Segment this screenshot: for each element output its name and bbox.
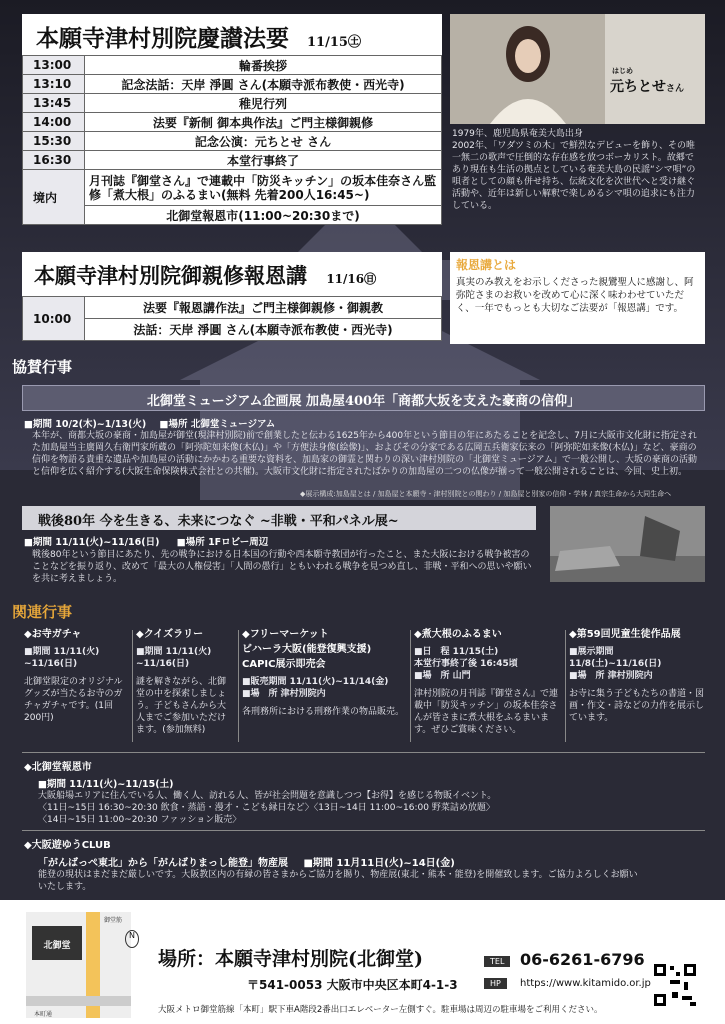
houyou-schedule: [22, 55, 442, 225]
market-head: ◆北御堂報恩市: [24, 762, 92, 773]
kanren-item: [24, 625, 128, 747]
kanren-item-meta: ■日 程 11/15(土) 本堂行事終了後 16:45頃 ■場 所 山門: [414, 647, 518, 681]
houonkou-time: 10:00: [23, 297, 85, 341]
kanren-item: [569, 625, 705, 747]
artist-suffix: さん: [666, 84, 685, 94]
exhibit1-period-label: ■期間: [24, 419, 52, 430]
houyou-title-box: [22, 14, 442, 56]
kanren-item-body: 津村別院の月刊誌『御堂さん』で連載中「防災キッチン」の坂本佳奈さんが皆さまに煮大根をふるまいます。ぜひご賞味ください。: [414, 689, 559, 735]
schedule-text: 月刊誌『御堂さん』で連載中「防災キッチン」の坂本佳奈さん監修「煮大根」のふるまい(無料 先着200人16:45~): [85, 170, 442, 206]
map-label-kitamido: 北御堂: [43, 941, 71, 951]
exhibit2-period: 11/11(火)~11/16(日): [55, 537, 160, 548]
col-divider: [132, 630, 133, 742]
kanren-item-meta: ■期間 11/11(火) ~11/16(日): [136, 647, 212, 669]
footer-url[interactable]: https://www.kitamido.or.jp: [520, 978, 651, 989]
club-period: ■期間 11月11日(火)~14日(金): [303, 858, 455, 869]
kanren-item-meta: ■販売期間 11/11(火)~11/14(金) ■場 所 津村別院内: [242, 677, 389, 699]
kanren-item-head: ◆フリーマーケット ビハーラ大阪(能登復興支援) CAPIC展示即売会: [242, 629, 372, 670]
hp-label: HP: [484, 978, 507, 989]
exhibit1-meta: [24, 416, 275, 430]
exhibit1-place-label: ■場所: [159, 419, 188, 430]
kanren-item-meta: ■期間 11/11(火) ~11/16(日): [24, 647, 100, 669]
market-line2: 〈11日~15日 16:30~20:30 飲食・蒸語・漫才・こども縁日など〉〈13日~14日 11:00~16:00 野菜詰め放題〉: [38, 803, 495, 813]
kanren-item: [414, 625, 562, 747]
exhibit2-period-label: ■期間: [24, 537, 52, 548]
exhibit2-place-label: ■場所: [176, 537, 205, 548]
houonkou-title: 本願寺津村別院御親修報恩講: [34, 263, 307, 288]
houonkou-line1: 法要『報恩講作法』ご門主様御親修・御親教: [85, 297, 442, 319]
exhibit2-meta: [24, 534, 268, 548]
kanren-heading: 関連行事: [12, 603, 73, 621]
kanren-item: [242, 625, 406, 747]
kanren-item: [136, 625, 234, 747]
schedule-time: 13:10: [23, 75, 85, 94]
market-section: [24, 758, 704, 826]
exhibit1-period: 10/2(木)~1/13(火): [55, 419, 147, 430]
exhibit1-place: 北御堂ミュージアム: [190, 419, 276, 430]
footer-place: 場所：本願寺津村別院(北御堂): [158, 948, 423, 970]
schedule-text: 輪番挨拶: [85, 56, 442, 75]
artist-ruby: はじめ: [612, 66, 633, 75]
access-map: [26, 912, 131, 1018]
market-period: ■期間 11/11(火)~11/15(土): [38, 779, 174, 790]
artist-name: 元ちとせ: [610, 79, 666, 95]
war-ruins-photo: [550, 506, 705, 582]
artist-bio: 1979年、鹿児島県奄美大島出身 2002年、「ワダツミの木」で鮮烈なデビューを飾り、その唯一無二の歌声で圧倒的な存在感を放つボーカリスト。故郷であり現在も生活の拠点としている奄美大島の民謡“シマ唄”の唄者としての顔も併せ持ち、伝統文化を次世代へと受け継ぐ活動や、近年は新しい解釈で楽しめるシマ唄の追求にも注力している。: [452, 129, 696, 211]
col-divider: [238, 630, 239, 742]
houonkou-desc-body: 真実のみ教えをお示しくださった親鸞聖人に感謝し、阿弥陀さまのお救いを改めて心に深く味わわせていただく、一年でもっとも大切なご法要が「報恩講」です。: [456, 277, 694, 314]
footer-tel: 06-6261-6796: [520, 950, 645, 969]
schedule-time: 14:00: [23, 113, 85, 132]
footer-access: 大阪メトロ御堂筋線「本町」駅下車A階段2番出口エレベーター左側すぐ。駐車場は周辺の駐車場をご利用ください。: [158, 1005, 603, 1015]
schedule-time: 15:30: [23, 132, 85, 151]
col-divider: [565, 630, 566, 742]
map-label-honmachi: 本町通: [34, 1011, 53, 1018]
exhibit2-body: 戦後80年という節目にあたり、先の戦争における日本国の行動や西本願寺教団が行ったこと、また大阪における戦争被害のことなどを振り返り、改めて「最大の人権侵害」「人間の愚行」ともいわれる戦争を見つめ直し、非戦・平和への思いや願いを共に考えましょう。: [32, 550, 532, 584]
houonkou-date: 11/16㊐: [326, 272, 377, 286]
schedule-time: 13:00: [23, 56, 85, 75]
houonkou-desc-head: 報恩講とは: [456, 258, 517, 272]
schedule-text: 本堂行事終了: [85, 151, 442, 170]
kanren-item-body: 北御堂限定のオリジナルグッズが当たるお寺のガチャガチャです。(1回200円): [24, 677, 123, 723]
kanren-item-body: 謎を解きながら、北御堂の中を探索しましょう。子どもさんから大人までご参加いただけます。(参加無料): [136, 677, 227, 735]
houonkou-schedule: [22, 296, 442, 341]
schedule-text: 記念法話：天岸 淨圓 さん(本願寺派布教使・西光寺): [85, 75, 442, 94]
kanren-item-head: ◆第59回児童生徒作品展: [569, 629, 681, 640]
exhibit2-place: 1Fロビー周辺: [208, 537, 269, 548]
schedule-text: 法要『新制 御本典作法』ご門主様御親修: [85, 113, 442, 132]
market-line3: 〈14日~15日 11:00~20:30 ファッション販売〉: [38, 815, 242, 825]
north-icon: N: [125, 930, 139, 948]
houyou-date: 11/15㊏: [307, 35, 361, 50]
schedule-time: 境内: [23, 170, 85, 225]
kanren-item-head: ◆お寺ガチャ: [24, 629, 82, 640]
club-body: 能登の現状はまだまだ厳しいです。大阪教区内の有縁の皆さまからご協力を賜り、物産展(東北・熊本・能登)を開催致します。ご協力よろしくお願いいたします。: [38, 870, 638, 892]
houyou-title: 本願寺津村別院慶讃法要: [36, 25, 289, 52]
exhibit1-note: ◆展示構成:加島屋とは / 加島屋と本願寺・津村別院との関わり / 加島屋と別家の信仰・学林 / 真宗生命から大同生命へ: [300, 490, 672, 498]
schedule-time: 13:45: [23, 94, 85, 113]
kanren-item-head: ◆クイズラリー: [136, 629, 204, 640]
houonkou-title-box: [22, 252, 442, 296]
divider: [22, 752, 705, 753]
schedule-text: 記念公演：元ちとせ さん: [85, 132, 442, 151]
qr-code-icon[interactable]: [652, 962, 698, 1008]
kanren-item-body: お寺に集う子どもたちの書道・図画・作文・詩などの力作を展示しています。: [569, 689, 705, 723]
exhibit1-body: 本年が、商都大坂の豪商・加島屋が御堂(現津村別院)前で創業したと伝わる1625年から400年という節目の年にあたることを記念し、7月に大阪市文化財に指定された加島屋当主廣岡久右衛門家所蔵の「阿弥陀如来像(木仏)」や「方便法身像(絵像)」、およびその分家である広岡五兵衛家伝来の「阿弥陀如来像(木仏)」など、豪商の信仰を物語る貴重な遺品や加島屋の活動にかかわる重要な資料を、加島家の御霊と関わりの深い津村別院の「北御堂ミュージアム」で一般公開し、大坂の豪商の活動と信仰を広く紹介する(大阪生命保険株式会社との共催)。大阪市文化財に指定されたばかりの加島屋の二つの仏像が揃って一般公開されることは、今回、史上初。: [32, 431, 698, 477]
artist-photo-frame: [450, 14, 705, 124]
club-head: ◆大阪遊ゆうCLUB: [24, 840, 111, 851]
map-label-midosuji: 御堂筋: [104, 917, 123, 924]
club-title: 「がんばっぺ東北」から「がんばりまっし能登」物産展: [38, 858, 288, 869]
houonkou-desc-box: [450, 252, 705, 344]
market-body: 大阪船場エリアに住んでいる人、働く人、訪れる人、皆が社会問題を意識しつつ【お得】を感じる物販イベント。: [38, 791, 497, 801]
schedule-time: 16:30: [23, 151, 85, 170]
col-divider: [410, 630, 411, 742]
club-section: [24, 836, 704, 893]
kanren-item-body: 各刑務所における刑務作業の物品販売。: [242, 707, 405, 717]
schedule-text: 北御堂報恩市(11:00~20:30まで): [85, 206, 442, 225]
exhibit1-banner: 北御堂ミュージアム企画展 加島屋400年「商都大坂を支えた豪商の信仰」: [22, 385, 705, 411]
kanren-item-meta: ■展示期間 11/8(土)~11/16(日) ■場 所 津村別院内: [569, 647, 662, 681]
footer-zip: 〒541-0053 大阪市中央区本町4-1-3: [247, 978, 458, 992]
divider: [22, 830, 705, 831]
exhibit2-banner: 戦後80年 今を生きる、未来につなぐ ~非戦・平和パネル展~: [22, 506, 536, 530]
schedule-text: 稚児行列: [85, 94, 442, 113]
houonkou-line2: 法話：天岸 淨圓 さん(本願寺派布教使・西光寺): [85, 319, 442, 341]
kanren-item-head: ◆煮大根のふるまい: [414, 629, 502, 640]
tel-label: TEL: [484, 956, 510, 967]
footer: [0, 900, 725, 1024]
artist-photo: [450, 14, 605, 124]
kyousan-heading: 協賛行事: [12, 358, 73, 376]
